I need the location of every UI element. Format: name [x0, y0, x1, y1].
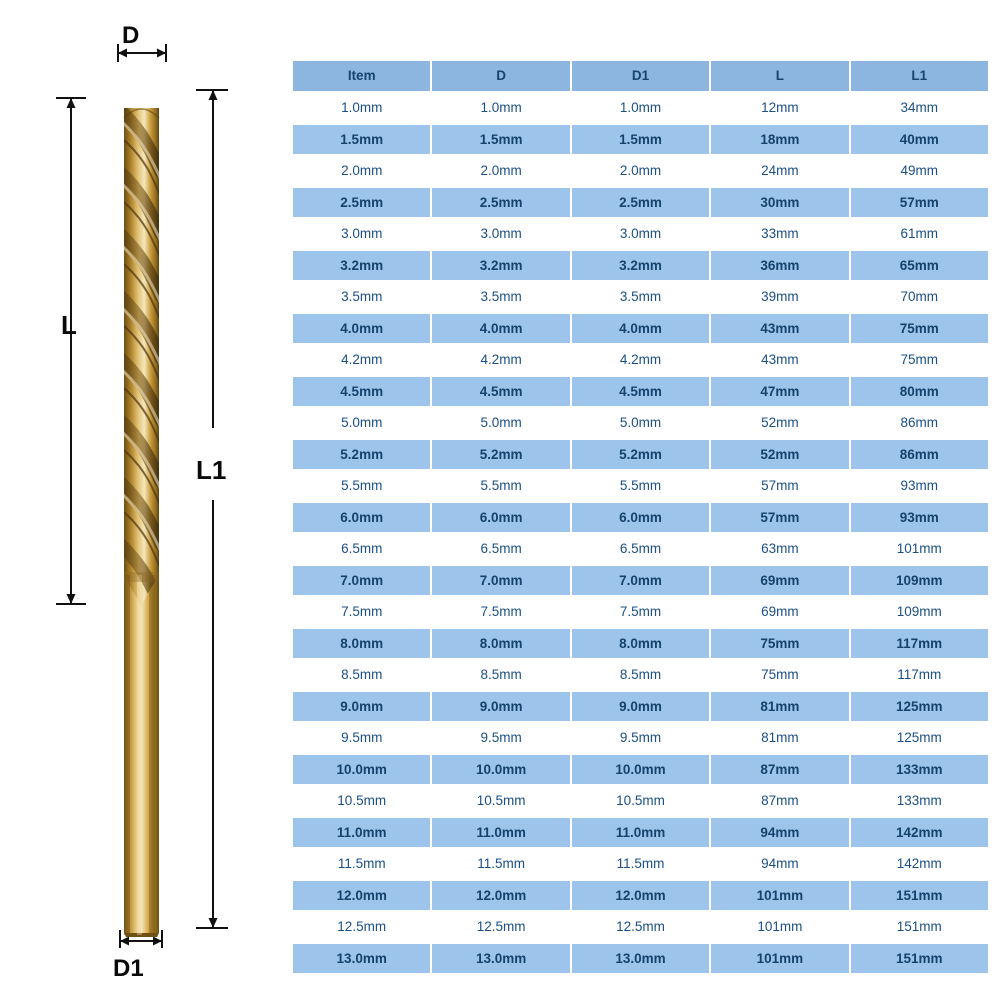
table-cell: 87mm	[711, 755, 848, 785]
table-cell: 7.0mm	[432, 566, 569, 596]
arrowhead-l-bottom	[67, 594, 76, 604]
table-cell: 12.5mm	[432, 912, 569, 942]
table-cell: 86mm	[851, 408, 988, 438]
table-cell: 10.5mm	[572, 786, 709, 816]
table-cell: 7.5mm	[572, 597, 709, 627]
table-row	[293, 849, 988, 879]
table-cell: 6.0mm	[293, 503, 430, 533]
table-cell: 3.5mm	[293, 282, 430, 312]
table-cell: 94mm	[711, 818, 848, 848]
arrowhead-l1-bottom	[209, 918, 218, 928]
table-cell: 93mm	[851, 503, 988, 533]
table-cell: 7.0mm	[572, 566, 709, 596]
table-header-row	[293, 61, 988, 91]
table-row	[293, 219, 988, 249]
table-cell: 4.5mm	[432, 377, 569, 407]
table-cell: 6.5mm	[293, 534, 430, 564]
table-cell: 36mm	[711, 251, 848, 281]
column-header-l1: L1	[851, 61, 988, 91]
drill-bit-illustration	[0, 0, 285, 1001]
table-cell: 13.0mm	[572, 944, 709, 974]
table-row	[293, 944, 988, 974]
table-cell: 34mm	[851, 93, 988, 123]
table-cell: 11.0mm	[432, 818, 569, 848]
table-cell: 10.5mm	[432, 786, 569, 816]
table-row	[293, 597, 988, 627]
table-cell: 69mm	[711, 597, 848, 627]
table-row	[293, 755, 988, 785]
column-header-d1: D1	[572, 61, 709, 91]
table-cell: 6.0mm	[432, 503, 569, 533]
table-cell: 6.5mm	[432, 534, 569, 564]
table-cell: 151mm	[851, 944, 988, 974]
table-cell: 63mm	[711, 534, 848, 564]
table-cell: 87mm	[711, 786, 848, 816]
table-cell: 69mm	[711, 566, 848, 596]
drill-bit-body	[118, 108, 162, 937]
table-cell: 101mm	[711, 881, 848, 911]
table-cell: 24mm	[711, 156, 848, 186]
table-cell: 101mm	[711, 944, 848, 974]
table-cell: 1.0mm	[572, 93, 709, 123]
table-cell: 1.5mm	[572, 125, 709, 155]
table-row	[293, 818, 988, 848]
dimension-l1-line	[196, 90, 228, 928]
table-row	[293, 534, 988, 564]
table-cell: 5.5mm	[572, 471, 709, 501]
table-cell: 75mm	[851, 345, 988, 375]
table-cell: 4.2mm	[293, 345, 430, 375]
table-cell: 125mm	[851, 723, 988, 753]
dimension-label-d1: D1	[113, 955, 144, 982]
table-cell: 109mm	[851, 597, 988, 627]
table-cell: 30mm	[711, 188, 848, 218]
table-cell: 11.5mm	[572, 849, 709, 879]
table-cell: 5.0mm	[293, 408, 430, 438]
table-cell: 5.5mm	[432, 471, 569, 501]
table-cell: 47mm	[711, 377, 848, 407]
table-cell: 12.0mm	[432, 881, 569, 911]
table-cell: 3.2mm	[293, 251, 430, 281]
arrowhead-d1-right	[153, 937, 162, 946]
table-cell: 94mm	[711, 849, 848, 879]
table-cell: 70mm	[851, 282, 988, 312]
table-cell: 101mm	[851, 534, 988, 564]
table-row	[293, 912, 988, 942]
table-cell: 10.0mm	[572, 755, 709, 785]
table-cell: 10.0mm	[293, 755, 430, 785]
table-body	[293, 93, 988, 973]
table-cell: 5.2mm	[432, 440, 569, 470]
table-row	[293, 188, 988, 218]
dimension-label-l1: L1	[196, 455, 227, 485]
table-row	[293, 345, 988, 375]
table-row	[293, 408, 988, 438]
table-row	[293, 440, 988, 470]
drill-bit-diagram	[0, 0, 285, 1001]
table-cell: 4.2mm	[572, 345, 709, 375]
table-row	[293, 660, 988, 690]
shank-shading	[124, 560, 155, 935]
table-cell: 43mm	[711, 314, 848, 344]
table-cell: 4.5mm	[572, 377, 709, 407]
table-cell: 1.0mm	[293, 93, 430, 123]
table-cell: 5.2mm	[572, 440, 709, 470]
table-cell: 4.0mm	[572, 314, 709, 344]
table-row	[293, 692, 988, 722]
table-cell: 9.5mm	[293, 723, 430, 753]
table-cell: 18mm	[711, 125, 848, 155]
table-cell: 4.0mm	[432, 314, 569, 344]
table-cell: 5.0mm	[572, 408, 709, 438]
table-cell: 39mm	[711, 282, 848, 312]
table-cell: 1.5mm	[293, 125, 430, 155]
specification-table	[291, 59, 990, 975]
table-cell: 133mm	[851, 755, 988, 785]
table-row	[293, 282, 988, 312]
table-cell: 151mm	[851, 881, 988, 911]
table-cell: 81mm	[711, 723, 848, 753]
table-cell: 3.2mm	[572, 251, 709, 281]
table-cell: 2.0mm	[572, 156, 709, 186]
table-cell: 12.5mm	[572, 912, 709, 942]
table-cell: 80mm	[851, 377, 988, 407]
table-cell: 5.5mm	[293, 471, 430, 501]
table-cell: 7.0mm	[293, 566, 430, 596]
table-cell: 9.0mm	[293, 692, 430, 722]
table-row	[293, 377, 988, 407]
table-cell: 12.0mm	[293, 881, 430, 911]
table-cell: 75mm	[851, 314, 988, 344]
table-cell: 2.5mm	[432, 188, 569, 218]
table-row	[293, 156, 988, 186]
table-cell: 61mm	[851, 219, 988, 249]
dimension-label-d: D	[122, 22, 140, 49]
table-cell: 9.0mm	[572, 692, 709, 722]
table-cell: 11.5mm	[432, 849, 569, 879]
table-cell: 8.0mm	[293, 629, 430, 659]
table-cell: 4.5mm	[293, 377, 430, 407]
specification-table-container	[291, 59, 990, 975]
table-cell: 2.5mm	[572, 188, 709, 218]
table-cell: 6.0mm	[572, 503, 709, 533]
table-cell: 3.0mm	[572, 219, 709, 249]
table-cell: 109mm	[851, 566, 988, 596]
table-cell: 8.5mm	[432, 660, 569, 690]
table-cell: 8.0mm	[572, 629, 709, 659]
table-cell: 151mm	[851, 912, 988, 942]
table-cell: 2.0mm	[432, 156, 569, 186]
table-cell: 11.5mm	[293, 849, 430, 879]
table-cell: 3.5mm	[572, 282, 709, 312]
table-row	[293, 881, 988, 911]
table-cell: 5.0mm	[432, 408, 569, 438]
column-header-d: D	[432, 61, 569, 91]
table-cell: 86mm	[851, 440, 988, 470]
table-cell: 1.0mm	[432, 93, 569, 123]
table-cell: 101mm	[711, 912, 848, 942]
table-cell: 3.5mm	[432, 282, 569, 312]
arrowhead-d1-left	[120, 937, 129, 946]
table-cell: 9.0mm	[432, 692, 569, 722]
table-row	[293, 314, 988, 344]
table-cell: 57mm	[711, 471, 848, 501]
table-row	[293, 251, 988, 281]
table-cell: 11.0mm	[293, 818, 430, 848]
table-cell: 1.5mm	[432, 125, 569, 155]
arrowhead-d-right	[157, 49, 166, 58]
table-cell: 10.0mm	[432, 755, 569, 785]
table-cell: 13.0mm	[293, 944, 430, 974]
table-cell: 52mm	[711, 440, 848, 470]
table-row	[293, 629, 988, 659]
table-cell: 57mm	[851, 188, 988, 218]
table-cell: 49mm	[851, 156, 988, 186]
table-cell: 52mm	[711, 408, 848, 438]
table-cell: 5.2mm	[293, 440, 430, 470]
table-cell: 12.5mm	[293, 912, 430, 942]
table-cell: 12.0mm	[572, 881, 709, 911]
table-cell: 11.0mm	[572, 818, 709, 848]
dimension-label-l: L	[61, 310, 77, 340]
table-cell: 43mm	[711, 345, 848, 375]
table-cell: 9.5mm	[572, 723, 709, 753]
table-cell: 33mm	[711, 219, 848, 249]
table-row	[293, 566, 988, 596]
table-cell: 93mm	[851, 471, 988, 501]
table-cell: 117mm	[851, 629, 988, 659]
table-cell: 4.0mm	[293, 314, 430, 344]
column-header-item: Item	[293, 61, 430, 91]
table-cell: 3.2mm	[432, 251, 569, 281]
table-cell: 117mm	[851, 660, 988, 690]
table-cell: 6.5mm	[572, 534, 709, 564]
table-cell: 133mm	[851, 786, 988, 816]
table-cell: 40mm	[851, 125, 988, 155]
table-cell: 3.0mm	[432, 219, 569, 249]
table-cell: 125mm	[851, 692, 988, 722]
table-cell: 8.5mm	[293, 660, 430, 690]
table-cell: 3.0mm	[293, 219, 430, 249]
table-cell: 2.0mm	[293, 156, 430, 186]
table-cell: 4.2mm	[432, 345, 569, 375]
table-cell: 65mm	[851, 251, 988, 281]
table-cell: 10.5mm	[293, 786, 430, 816]
table-row	[293, 786, 988, 816]
table-cell: 12mm	[711, 93, 848, 123]
table-cell: 142mm	[851, 849, 988, 879]
arrowhead-l1-top	[209, 90, 218, 100]
table-cell: 7.5mm	[432, 597, 569, 627]
table-cell: 7.5mm	[293, 597, 430, 627]
table-cell: 2.5mm	[293, 188, 430, 218]
table-cell: 9.5mm	[432, 723, 569, 753]
table-cell: 57mm	[711, 503, 848, 533]
table-cell: 8.5mm	[572, 660, 709, 690]
column-header-l: L	[711, 61, 848, 91]
dimension-l-line	[56, 98, 86, 604]
table-row	[293, 503, 988, 533]
table-cell: 81mm	[711, 692, 848, 722]
table-row	[293, 723, 988, 753]
arrowhead-l-top	[67, 98, 76, 108]
table-row	[293, 471, 988, 501]
table-row	[293, 93, 988, 123]
table-cell: 142mm	[851, 818, 988, 848]
table-cell: 13.0mm	[432, 944, 569, 974]
table-cell: 75mm	[711, 629, 848, 659]
table-cell: 75mm	[711, 660, 848, 690]
table-cell: 8.0mm	[432, 629, 569, 659]
table-row	[293, 125, 988, 155]
